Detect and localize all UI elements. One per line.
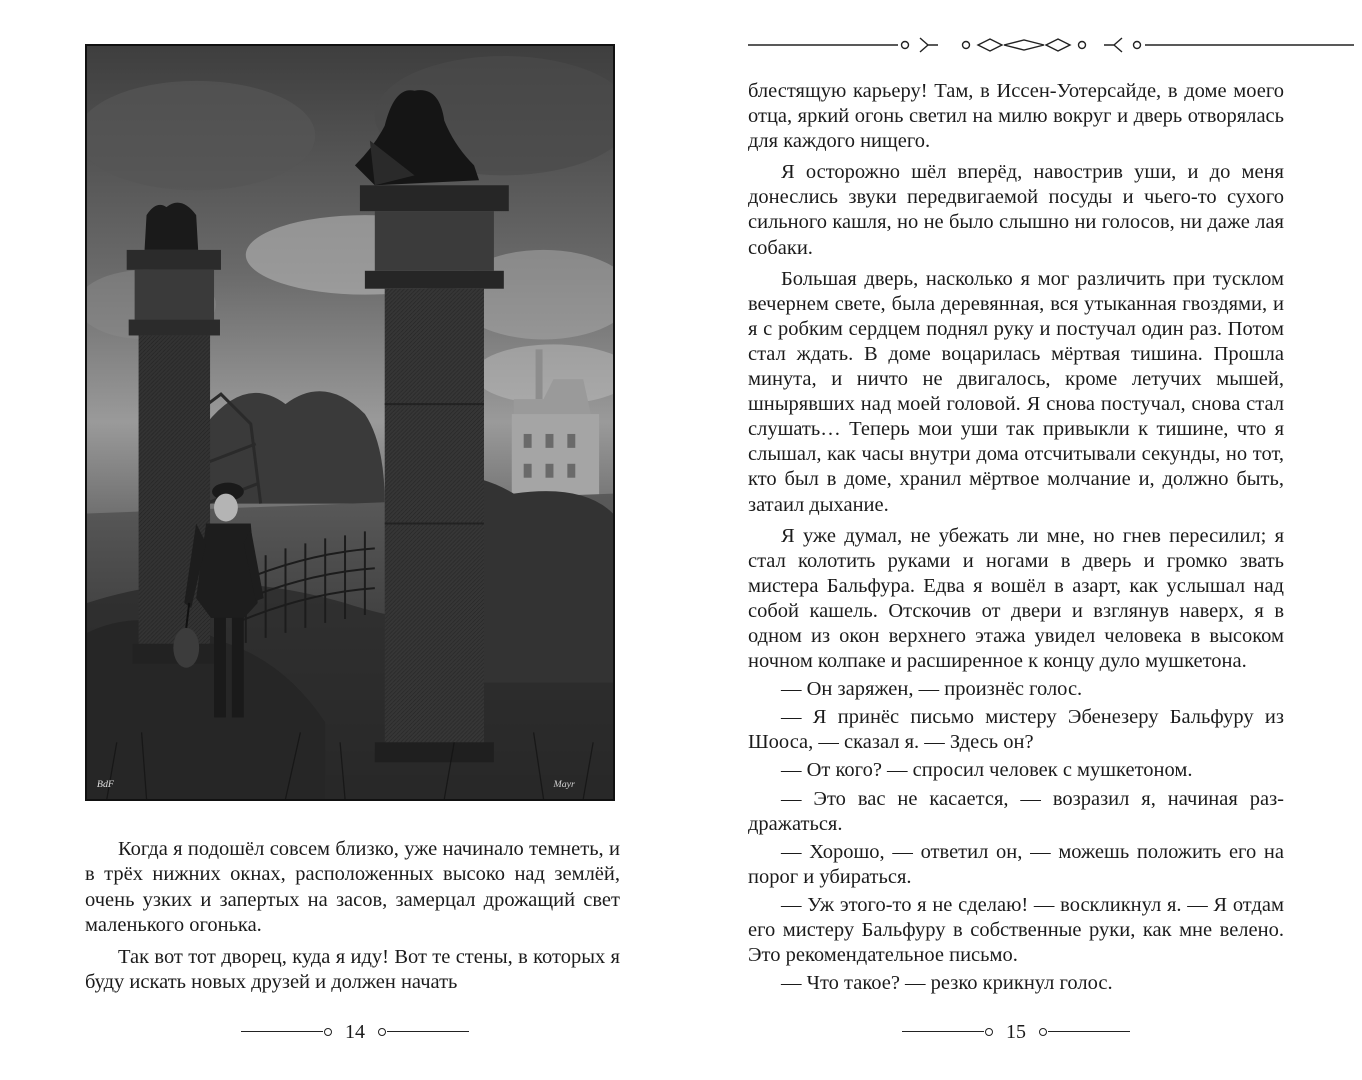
header-ornament [748, 34, 1354, 56]
right-page [681, 0, 1362, 1080]
page-number-left [240, 1019, 470, 1045]
left-paragraph-1: Когда я подошёл совсем близко, уже начинало темнеть, и в трёх нижних окнах, расположенных высоко над землёй, очень узких и запертых на засов, замерцал дрожащий свет маленького огонька. [85, 838, 620, 937]
left-page-text [85, 837, 620, 995]
right-page-text [748, 79, 1284, 996]
engraving-gate-pillars [87, 46, 613, 799]
folio-ornament-left [902, 1026, 994, 1038]
dialogue-line-2: — Я принёс письмо мистеру Эбенезеру Бальфуру из Шооса, — сказал я. — Здесь он? [748, 706, 1284, 754]
dialogue-line-7: — Что такое? — резко крикнул голос. [781, 972, 1113, 995]
dialogue-line-5: — Хорошо, — ответил он, — можешь положить его на порог и убираться. [748, 840, 1284, 888]
folio-ornament-right [377, 1026, 469, 1038]
illustration-gate [85, 44, 615, 801]
right-paragraph-4: Я уже думал, не убежать ли мне, но гнев пересилил; я стал колотить руками и ногами в дверь и громко звать мистера Бальфура. Едва я вошёл в азарт, как услышал над собой кашель. Отскочив от двери и взглянув наверх, я в одном из окон верхнего этажа увидел человека в высоком ночном колпаке и расширенное к концу дуло мушкетона. [748, 524, 1284, 673]
left-paragraph-2: Так вот тот дворец, куда я иду! Вот те стены, в которых я буду искать новых друзей и должен начать [85, 945, 620, 994]
dialogue-line-3: — От кого? — спросил человек с мушкетоном. [781, 759, 1193, 782]
page-number-15: 15 [1006, 1020, 1026, 1043]
artist-signature-left: BdF [96, 779, 114, 791]
right-paragraph-1: блестящую карьеру! Там, в Иссен-Уотерсайде, в доме моего отца, яркий огонь светил на милю вокруг и дверь отворялась для каждого нищего. [748, 80, 1284, 153]
right-paragraph-2: Я осторожно шёл вперёд, навострив уши, и до меня донеслись звуки передвигаемой посуды и чьего-то сухого сильного кашля, но не было слышно ни голосов, ни даже лая собаки. [748, 161, 1284, 259]
page-number-14: 14 [345, 1020, 365, 1043]
page-number-right [900, 1019, 1132, 1045]
folio-ornament-right [1038, 1026, 1130, 1038]
right-paragraph-3: Большая дверь, насколько я мог различить при тусклом вечернем свете, была деревянная, вся утыканная гвоздями, и я с робким сердцем поднял руку и постучал один раз. Потом стал ждать. В доме воцарилась мёртвая тишина. Прошла минута, и ничто не двигалось, кроме летучих мышей, шнырявших над моей головой. Я снова постучал, снова стал слушать… Теперь мои уши так привыкли к тишине, что я слышал, как часы внутри дома отсчитывали секунды, но тот, кто был в доме, хранил мёртвое молчание и, должно быть, затаил дыхание. [748, 267, 1284, 516]
dialogue-line-1: — Он заряжен, — произнёс голос. [781, 678, 1083, 701]
dialogue-line-6: — Уж этого-то я не сделаю! — воскликнул я. — Я отдам его мистеру Бальфуру в собственные руки, как мне велено. Это рекомендательное письмо. [748, 893, 1284, 967]
folio-ornament-left [241, 1026, 333, 1038]
dialogue-line-4: — Это вас не касается, — возразил я, начиная раздражаться. [748, 787, 1284, 835]
artist-signature-right: Mayr [553, 779, 575, 791]
